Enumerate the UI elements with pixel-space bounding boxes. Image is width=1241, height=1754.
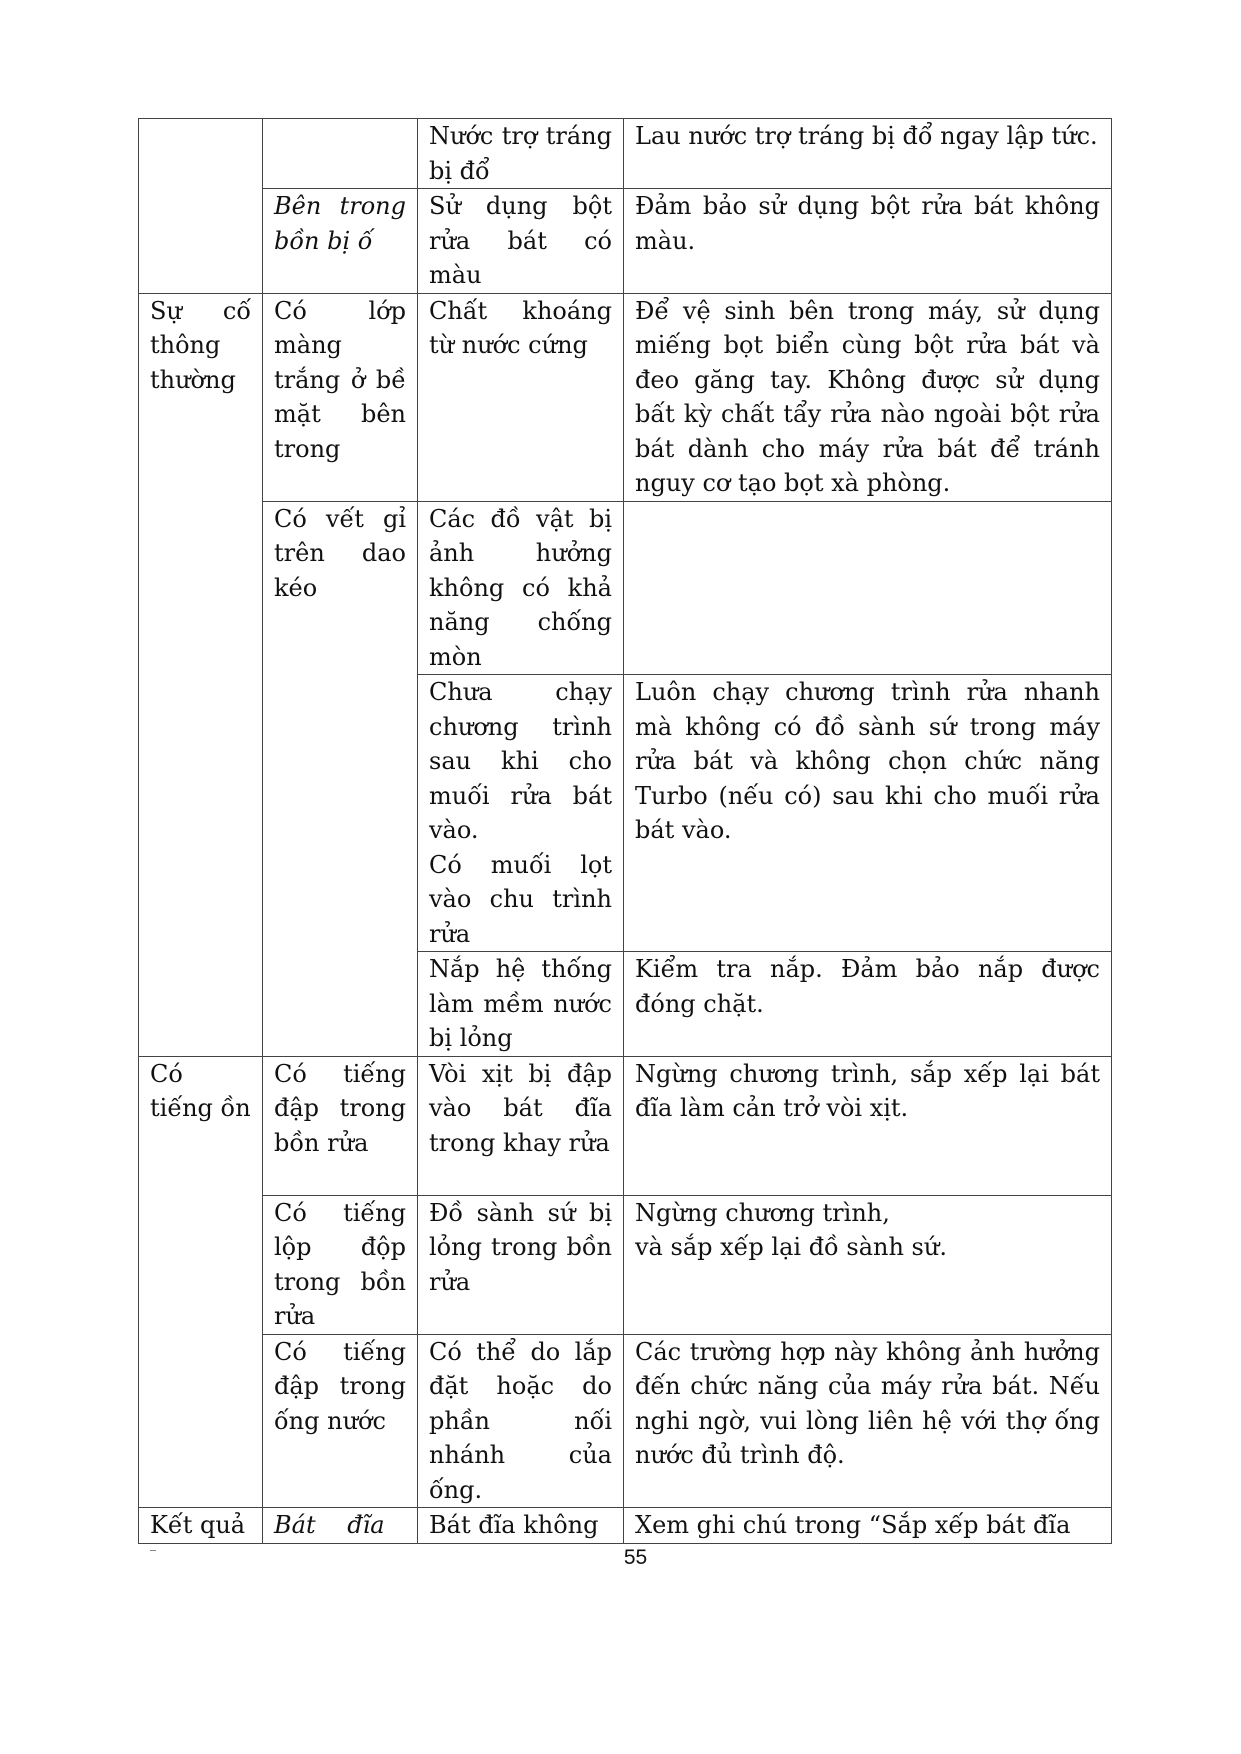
cause-cell: Đồ sành sứ bị lỏng trong bồn rửa xyxy=(418,1195,624,1334)
solution-cell: Đảm bảo sử dụng bột rửa bát không màu. xyxy=(624,189,1112,294)
category-cell: Có tiếng ồn xyxy=(139,1056,263,1508)
table-row xyxy=(139,293,1112,501)
solution-cell: Lau nước trợ tráng bị đổ ngay lập tức. xyxy=(624,119,1112,189)
problem-cell: Có lớp màng trắng ở bề mặt bên trong xyxy=(263,293,418,501)
table-row xyxy=(139,1334,1112,1508)
cause-cell: Sử dụng bột rửa bát có màu xyxy=(418,189,624,294)
table-row xyxy=(139,1056,1112,1195)
cause-line: Có muối lọt vào chu trình rửa xyxy=(429,850,612,948)
problem-cell: Có vết gỉ trên dao kéo xyxy=(263,501,418,1056)
problem-cell: Bát đĩa xyxy=(263,1508,418,1544)
table-row xyxy=(139,189,1112,294)
problem-cell: Có tiếng đập trong ống nước xyxy=(263,1334,418,1508)
category-cell: Kết quả xyxy=(139,1508,263,1544)
solution-cell: Luôn chạy chương trình rửa nhanh mà không có đồ sành sứ trong máy rửa bát và không chọn chức năng Turbo (nếu có) sau khi cho muối rửa bát vào. xyxy=(624,675,1112,952)
cause-cell: Các đồ vật bị ảnh hưởng không có khả năng chống mòn xyxy=(418,501,624,675)
problem-cell: Bên trong bồn bị ố xyxy=(263,189,418,294)
cause-cell: Chất khoáng từ nước cứng xyxy=(418,293,624,501)
page-number: 55 xyxy=(623,1546,648,1569)
table-row xyxy=(139,119,1112,189)
solution-cell: Kiểm tra nắp. Đảm bảo nắp được đóng chặt. xyxy=(624,952,1112,1057)
cause-line: Chưa chạy chương trình sau khi cho muối rửa bát vào. xyxy=(429,678,612,844)
problem-cell xyxy=(263,119,418,189)
table-row xyxy=(139,1508,1112,1544)
cause-cell: Bát đĩa không xyxy=(418,1508,624,1544)
table-row xyxy=(139,1195,1112,1334)
cause-cell: Vòi xịt bị đập vào bát đĩa trong khay rửa xyxy=(418,1056,624,1195)
category-cell xyxy=(139,119,263,294)
problem-cell: Có tiếng lộp độp trong bồn rửa xyxy=(263,1195,418,1334)
solution-line: và sắp xếp lại đồ sành sứ. xyxy=(635,1233,947,1261)
solution-cell xyxy=(624,501,1112,675)
cause-cell: Có thể do lắp đặt hoặc do phần nối nhánh của ống. xyxy=(418,1334,624,1508)
category-cell: Sự cố thông thường xyxy=(139,293,263,1056)
problem-cell: Có tiếng đập trong bồn rửa xyxy=(263,1056,418,1195)
solution-cell xyxy=(624,1195,1112,1334)
solution-cell: Các trường hợp này không ảnh hưởng đến chức năng của máy rửa bát. Nếu nghi ngờ, vui lòng liên hệ với thợ ống nước đủ trình độ. xyxy=(624,1334,1112,1508)
solution-cell: Ngừng chương trình, sắp xếp lại bát đĩa làm cản trở vòi xịt. xyxy=(624,1056,1112,1195)
solution-cell: Để vệ sinh bên trong máy, sử dụng miếng bọt biển cùng bột rửa bát và đeo găng tay. Không được sử dụng bất kỳ chất tẩy rửa nào ngoài bột rửa bát dành cho máy rửa bát để tránh nguy cơ tạo bọt xà phòng. xyxy=(624,293,1112,501)
solution-line: Ngừng chương trình, xyxy=(635,1198,890,1227)
troubleshooting-table xyxy=(138,118,1112,1544)
table-row xyxy=(139,501,1112,675)
cause-cell: Nắp hệ thống làm mềm nước bị lỏng xyxy=(418,952,624,1057)
solution-cell: Xem ghi chú trong “Sắp xếp bát đĩa xyxy=(624,1508,1112,1544)
cause-cell xyxy=(418,675,624,952)
cause-cell: Nước trợ tráng bị đổ xyxy=(418,119,624,189)
